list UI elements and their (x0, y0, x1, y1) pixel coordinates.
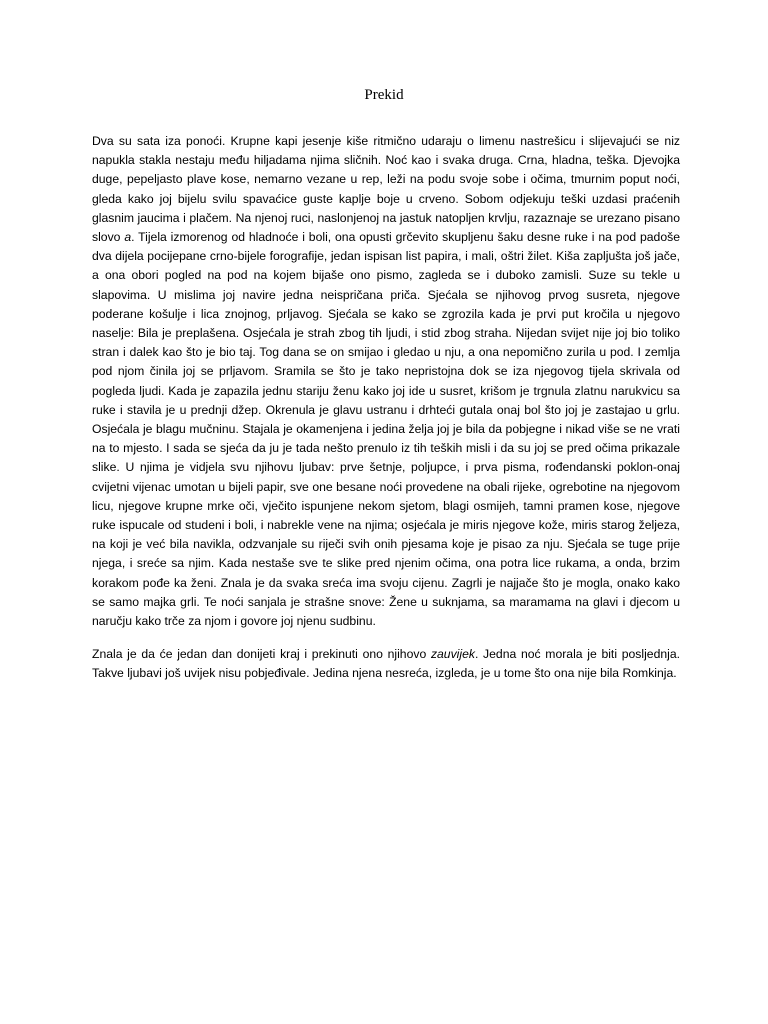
paragraph-1-text-rest: . Tijela izmorenog od hladnoće i boli, ona opusti grčevito skupljenu šaku desne ruke i na pod padoše dva dijela pocijepane crno-bijele forografije, jedan ispisan list papira, i mali, oštri žilet. Kiša zapljušta još jače, a ona obori pogled na pod na kojem bijaše ono pismo, zagleda se i duboko zamisli. Suze su tekle u slapovima. U mislima joj navire jedna neispričana priča. Sjećala se njihovog prvog susreta, njegove poderane košulje i lica znojnog, prljavog. Sjećala se kako se zgrozila kada je prvi put kročila u njegovo naselje: Bila je preplašena. Osjećala je strah zbog tih ljudi, i stid zbog straha. Nijedan svijet nije joj bio toliko stran i dalek kao što je bio taj. Tog dana se on smijao i gledao u nju, a ona nepomično zurila u pod. I zemlja pod njom činila joj se prljavom. Sramila se što je tako nepristojna dok se iza njegovog tijela skrivala od pogleda ljudi. Kada je zapazila jednu stariju ženu kako joj ide u susret, krišom je trgnula zlatnu narukvicu sa ruke i stavila je u prednji džep. Okrenula je glavu ustranu i drhteći gutala onaj bol što joj je zastajao u grlu. Osjećala je blagu mučninu. Stajala je okamenjena i jedina želja joj je bila da pobjegne i nikad više se ne vrati na to mjesto. I sada se sjeća da ju je tada nešto prenulo iz tih teških misli i da su joj se pred očima prikazale slike. U njima je vidjela svu njihovu ljubav: prve šetnje, poljupce, i prva pisma, rođendanski poklon-onaj cvijetni vijenac umotan u bijeli papir, sve one besane noći provedene na obali rijeke, ogrebotine na njegovom licu, njegove krupne mrke oči, vječito ispunjene nekom sjetom, blagi osmijeh, tamni pramen kose, njegove ruke ispucale od studeni i boli, i nabrekle vene na njima; osjećala je miris njegove kože, miris starog željeza, na koji je već bila navikla, odzvanjale su riječi svih onih pjesama koje je pisao za nju. Sjećala se tuge prije njega, i sreće sa njim. Kada nestaše sve te slike pred njenim očima, ona potra lice rukama, a onda, brzim korakom pođe ka ženi. Znala je da svaka sreća ima svoju cijenu. Zagrli je najjače što je mogla, onako kako se samo majka grli. Te noći sanjala je strašne snove: Žene u suknjama, sa maramama na glavi i djecom u naručju kako trče za njom i govore joj njenu sudbinu. (92, 230, 680, 629)
paragraph-1-italic-letter: a (124, 230, 132, 245)
paragraph-1 (92, 132, 680, 631)
paragraph-1-text: Dva su sata iza ponoći. Krupne kapi jesenje kiše ritmično udaraju o limenu nastrešicu i slijevajući se niz napukla stakla nestaju među hiljadama njima sličnih. Noć kao i svaka druga. Crna, hladna, teška. Djevojka duge, pepeljasto plave kose, nemarno vezane u rep, leži na podu svoje sobe i očima, tmurnim poput noći, gleda kako joj bijelu svilu spavaćice guste kaplje boje u crveno. Sobom odjekuju teški uzdasi praćenih glasnim jaucima i plačem. Na njenoj ruci, naslonjenoj na jastuk natopljen krvlju, razaznaje se urezano pisano slovo (92, 134, 680, 245)
paragraph-2 (92, 645, 680, 683)
paragraph-2-text-rest: . Jedna noć morala je biti posljednja. Takve ljubavi još uvijek nisu pobjeđivale. Jedina njena nesreća, izgleda, je u tome što ona nije bila Romkinja. (92, 647, 680, 681)
document-title: Prekid (364, 87, 404, 103)
paragraph-2-text: Znala je da će jedan dan donijeti kraj i prekinuti ono njihovo (92, 647, 427, 662)
document-body (92, 132, 680, 698)
paragraph-2-italic-word: zauvijek (430, 647, 475, 662)
